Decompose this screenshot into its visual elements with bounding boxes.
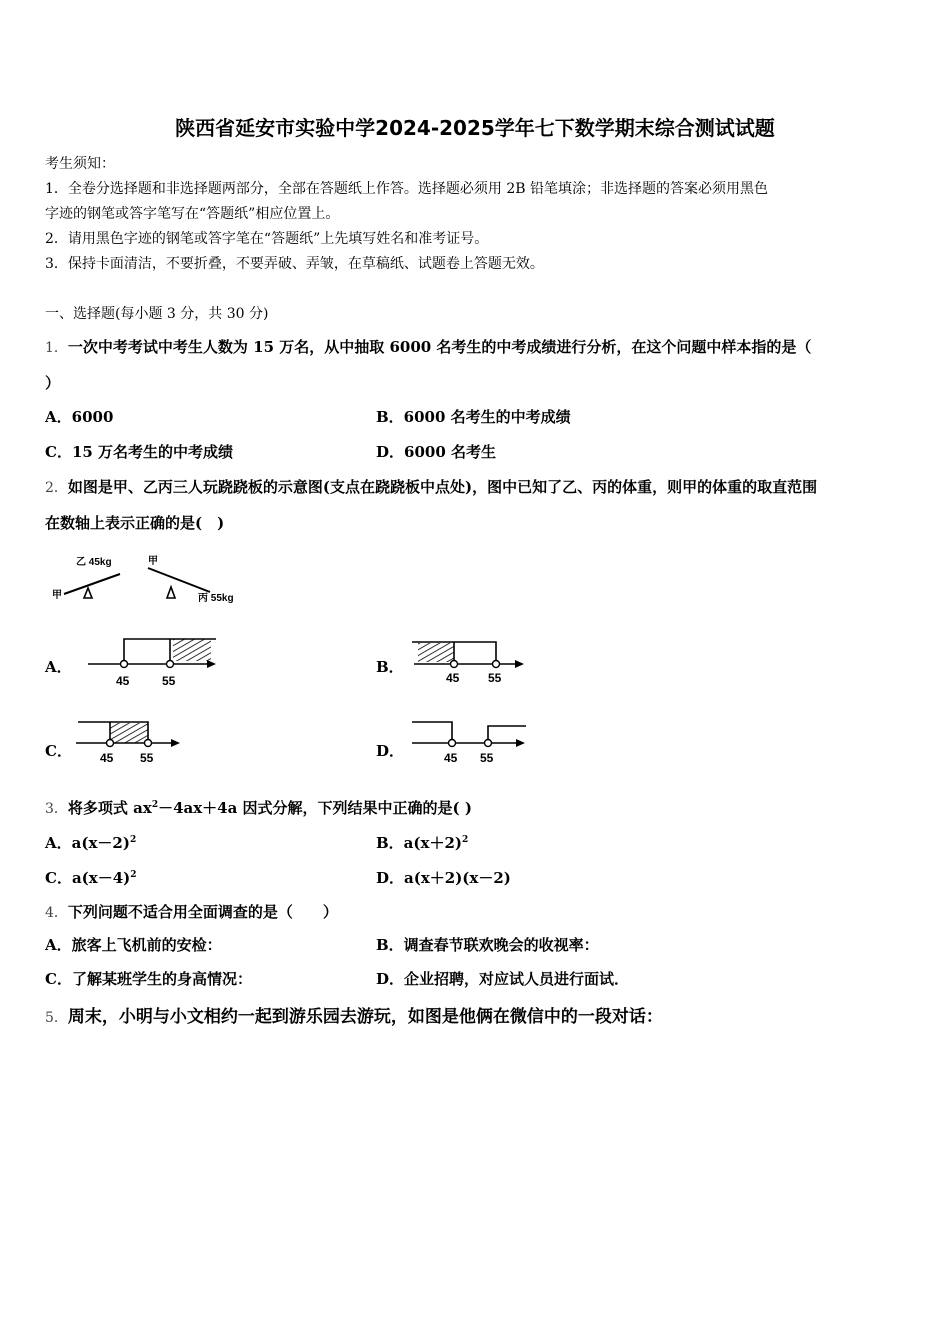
- question-1-text: 一次中考考试中考生人数为 15 万名，从中抽取 6000 名考生的中考成绩进行分析，在这个问题中样本指的是（: [67, 338, 812, 356]
- notice-line-3: 3．保持卡面清洁，不要折叠，不要弄破、弄皱，在草稿纸、试题卷上答题无效。: [45, 256, 544, 272]
- q2-option-a[interactable]: A．: [45, 658, 72, 676]
- q2-option-a-number-line: [86, 632, 226, 690]
- q2c-point-45: [107, 740, 114, 747]
- q1-option-a[interactable]: A．6000: [45, 408, 114, 426]
- question-3-exponent: 2: [151, 800, 159, 810]
- q1-option-c[interactable]: C．15 万名考生的中考成绩: [45, 443, 234, 461]
- q2d-left-bracket: [412, 722, 452, 743]
- q2d-point-55: [485, 740, 492, 747]
- q2b-point-45: [451, 661, 458, 668]
- q4-option-b[interactable]: B．调查春节联欢晚会的收视率：: [376, 936, 599, 954]
- q2b-tick-45: 45: [446, 671, 460, 685]
- seesaw-right-board: [148, 568, 210, 592]
- q2-option-b[interactable]: B．: [376, 658, 404, 676]
- q2b-shaded-region: [418, 643, 454, 662]
- question-3-text-post: －4ax＋4a 因式分解，下列结果中正确的是( ): [158, 799, 472, 817]
- question-3-text-pre: 将多项式 ax: [67, 799, 152, 817]
- q3-option-b-exponent: 2: [461, 835, 469, 845]
- q3-option-b-text: B．a(x＋2): [376, 834, 462, 852]
- seesaw-right-fulcrum: [167, 587, 175, 598]
- notice-heading: 考生须知：: [45, 156, 115, 172]
- question-1-number: 1．: [45, 340, 68, 356]
- q3-option-a-exponent: 2: [129, 835, 137, 845]
- q2d-right-bracket: [488, 726, 526, 743]
- question-4-text: 下列问题不适合用全面调查的是（ ）: [67, 903, 338, 921]
- q3-option-a[interactable]: [45, 832, 136, 853]
- seesaw-left-board: [64, 574, 120, 594]
- question-2-number: 2．: [45, 480, 68, 496]
- q2b-tick-55: 55: [488, 671, 502, 685]
- question-2-text-2: 在数轴上表示正确的是( ): [45, 514, 225, 532]
- q2-option-c[interactable]: C．: [45, 742, 72, 760]
- notice-line-2: 2．请用黑色字迹的钢笔或答字笔在“答题纸”上先填写姓名和准考证号。: [45, 231, 489, 247]
- question-4-number: 4．: [45, 905, 68, 921]
- question-3: [45, 797, 472, 818]
- q1-option-d[interactable]: D．6000 名考生: [376, 443, 496, 461]
- q4-option-c[interactable]: C．了解某班学生的身高情况：: [45, 970, 252, 988]
- q2a-tick-45: 45: [116, 674, 130, 688]
- seesaw-figure: [50, 552, 250, 604]
- q2c-shaded-region: [110, 723, 148, 743]
- question-5: [45, 1002, 663, 1027]
- q2c-arrow: [171, 739, 180, 747]
- q3-option-a-text: A．a(x－2): [45, 834, 130, 852]
- q2c-point-55: [145, 740, 152, 747]
- q2d-tick-55: 55: [480, 751, 494, 765]
- q2d-tick-45: 45: [444, 751, 458, 765]
- question-2-text: 如图是甲、乙丙三人玩跷跷板的示意图(支点在跷跷板中点处)，图中已知了乙、丙的体重，则甲的体重的取直范围: [67, 478, 818, 496]
- q2-option-c-number-line: [74, 714, 194, 770]
- question-5-number: 5．: [45, 1010, 68, 1026]
- question-2: [45, 476, 817, 497]
- q4-option-a[interactable]: A．旅客上飞机前的安检：: [45, 936, 222, 954]
- q2c-tick-45: 45: [100, 751, 114, 765]
- section-heading: 一、选择题(每小题 3 分，共 30 分): [45, 306, 269, 322]
- seesaw-right-top-label: 甲: [148, 556, 158, 567]
- q3-option-d[interactable]: D．a(x＋2)(x－2): [376, 869, 511, 887]
- q2a-point-45: [121, 661, 128, 668]
- q3-option-c-exponent: 2: [130, 870, 137, 880]
- question-1: [45, 336, 811, 357]
- notice-line-1a: 1．全卷分选择题和非选择题两部分，全部在答题纸上作答。选择题必须用 2B 铅笔填涂；非选择题的答案必须用黑色: [45, 181, 768, 197]
- notice-line-1b: 字迹的钢笔或答字笔写在“答题纸”相应位置上。: [45, 206, 340, 222]
- q2a-tick-55: 55: [162, 674, 176, 688]
- q2a-arrow: [207, 660, 216, 668]
- question-5-text: 周末，小明与小文相约一起到游乐园去游玩，如图是他俩在微信中的一段对话：: [67, 1007, 663, 1027]
- q2b-arrow: [515, 660, 524, 668]
- q3-option-c-text: C．a(x－4): [45, 869, 131, 887]
- question-1-tail: ）: [45, 374, 61, 392]
- question-3-number: 3．: [45, 801, 68, 817]
- seesaw-left-person-label: 甲: [52, 590, 62, 601]
- q2a-shaded-region: [173, 639, 211, 661]
- page-title: 陕西省延安市实验中学2024-2025学年七下数学期末综合测试试题: [175, 116, 775, 140]
- q2d-arrow: [516, 739, 525, 747]
- q3-option-c[interactable]: [45, 867, 137, 888]
- q2-option-d[interactable]: D．: [376, 742, 405, 760]
- question-4: [45, 901, 338, 922]
- seesaw-left-fulcrum: [84, 588, 92, 598]
- q2b-point-55: [493, 661, 500, 668]
- seesaw-left-top-label: 乙 45kg: [76, 557, 112, 568]
- q2c-tick-55: 55: [140, 751, 154, 765]
- q1-option-b[interactable]: B．6000 名考生的中考成绩: [376, 408, 571, 426]
- q2-option-b-number-line: [408, 632, 538, 690]
- seesaw-right-person-label: 丙 55kg: [198, 593, 234, 604]
- q2-option-d-number-line: [408, 714, 538, 770]
- q2a-point-55: [167, 661, 174, 668]
- q2d-point-45: [449, 740, 456, 747]
- q3-option-b[interactable]: [376, 832, 468, 853]
- q4-option-d[interactable]: D．企业招聘，对应试人员进行面试．: [376, 970, 630, 988]
